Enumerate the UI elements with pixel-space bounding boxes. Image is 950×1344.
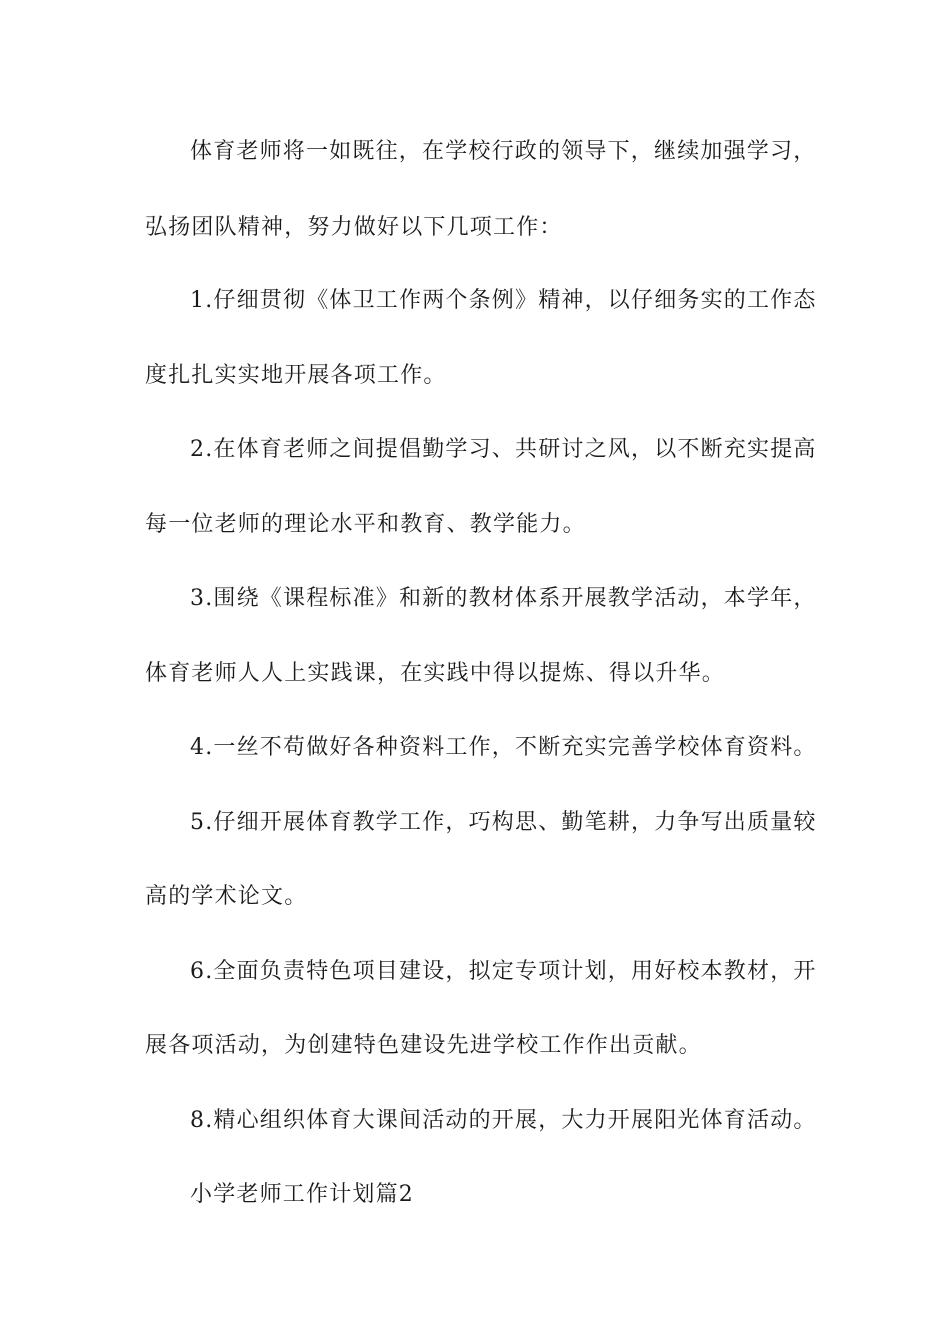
section-heading: 小学老师工作计划篇2 (190, 1182, 414, 1207)
paragraph-intro-line-2: 弘扬团队精神，努力做好以下几项工作： (145, 215, 563, 240)
paragraph-intro-line-1: 体育老师将一如既往，在学校行政的领导下，继续加强学习， (190, 139, 817, 164)
item-3-line-1: 3.围绕《课程标准》和新的教材体系开展教学活动，本学年， (190, 586, 817, 611)
item-1-line-2: 度扎扎实实地开展各项工作。 (145, 363, 447, 388)
item-5-line-1: 5.仔细开展体育教学工作，巧构思、勤笔耕，力争写出质量较 (190, 810, 817, 835)
item-6-line-1: 6.全面负责特色项目建设，拟定专项计划，用好校本教材，开 (190, 959, 817, 984)
item-2-line-1: 2.在体育老师之间提倡勤学习、共研讨之风，以不断充实提高 (190, 437, 817, 462)
item-6-line-2: 展各项活动，为创建特色建设先进学校工作作出贡献。 (145, 1033, 702, 1058)
item-3-line-2: 体育老师人人上实践课，在实践中得以提炼、得以升华。 (145, 661, 726, 686)
item-8-line-1: 8.精心组织体育大课间活动的开展，大力开展阳光体育活动。 (190, 1108, 817, 1133)
item-1-line-1: 1.仔细贯彻《体卫工作两个条例》精神，以仔细务实的工作态 (190, 288, 817, 313)
item-2-line-2: 每一位老师的理论水平和教育、教学能力。 (145, 512, 586, 537)
item-5-line-2: 高的学术论文。 (145, 884, 308, 909)
item-4-line-1: 4.一丝不苟做好各种资料工作，不断充实完善学校体育资料。 (190, 735, 817, 760)
